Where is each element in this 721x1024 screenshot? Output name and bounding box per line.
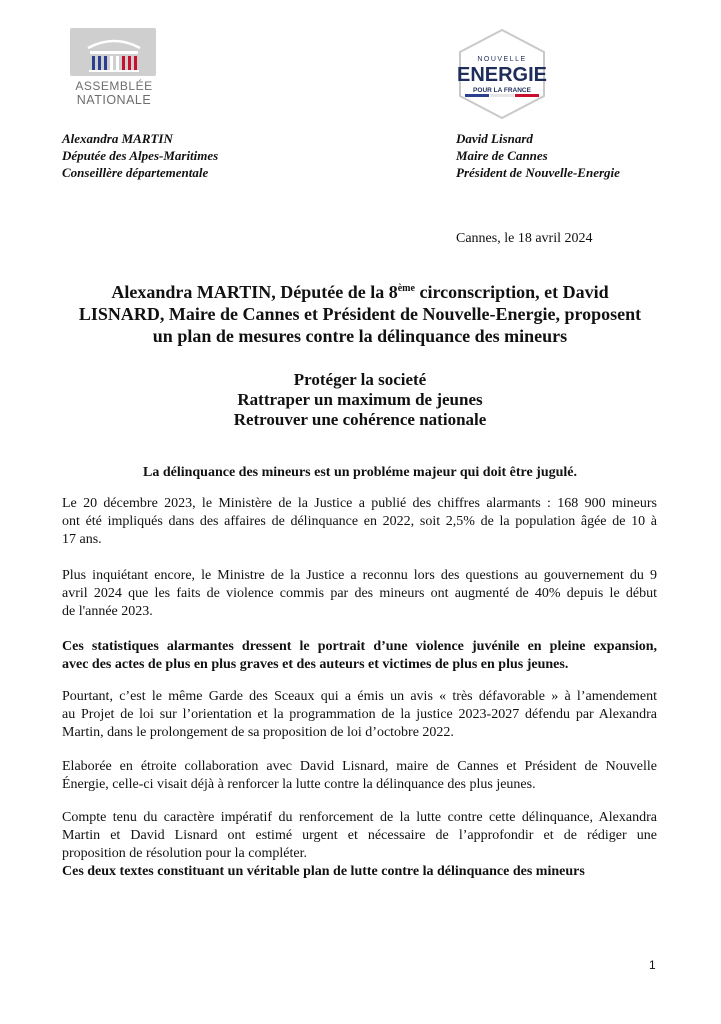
paragraph-garde-des-sceaux: Pourtant, c’est le même Garde des Sceaux qui a émis un avis « très défavorable » à l’amendement au Projet de loi sur l’orientation et la programmation de la justice 2023-2027 défendu par Alexandra Martin, dans le prolongement de sa proposition de loi d’octobre 2022. [62, 689, 657, 740]
hemicycle-icon [84, 32, 144, 74]
signatory-role: Conseillère départementale [62, 165, 209, 180]
logo-text-line1: ASSEMBLÉE [75, 79, 153, 93]
title-line-1: Alexandra MARTIN, Députée de la 8ème circonscription, et David [111, 282, 609, 302]
subtitle: Protéger la societé [293, 370, 427, 389]
signatory-right [456, 130, 620, 181]
paragraph-portrait: Ces statistiques alarmantes dressent le portrait d’une violence juvénile en pleine expansion, avec des actes de plus en plus graves et des auteurs et victimes de plus en plus jeunes. [62, 639, 657, 672]
title-superscript: ème [397, 283, 415, 294]
page-number: 1 [649, 958, 656, 972]
paragraph-conclusion: Ces deux textes constituant un véritable plan de lutte contre la délinquance des mineurs [62, 864, 585, 879]
signatory-role: Maire de Cannes [456, 148, 548, 163]
signatory-name: David Lisnard [456, 131, 533, 146]
subtitle: Rattraper un maximum de jeunes [237, 390, 483, 409]
title-line-2: LISNARD, Maire de Cannes et Président de Nouvelle-Energie, proposent [78, 304, 642, 324]
logo-top-text: NOUVELLE [477, 56, 527, 63]
logo-text-line2: NATIONALE [76, 93, 152, 107]
paragraph-statistics: Le 20 décembre 2023, le Ministère de la Justice a publié des chiffres alarmants : 168 900 mineurs ont été impliqués dans des affaires de délinquance en 2022, soit 2,5% de la population âgée de 10 à 17 ans. [62, 496, 657, 547]
signatory-role: Députée des Alpes-Maritimes [62, 148, 219, 163]
signatory-name: Alexandra MARTIN [62, 131, 173, 146]
logo-main-text: ENERGIE [456, 64, 548, 86]
subtitles-block [60, 370, 660, 430]
signatory-role: Président de Nouvelle-Energie [456, 165, 620, 180]
assemblee-nationale-logo [68, 28, 160, 112]
nouvelle-energie-logo [448, 28, 548, 120]
lead-statement: La délinquance des mineurs est un probléme majeur qui doit être jugulé. [142, 465, 578, 480]
paragraph-resolution: Compte tenu du caractère impératif du renforcement de la lutte contre cette délinquance, Alexandra Martin et David Lisnard ont estimé urgent et nécessaire de l’approfondir et de rédiger une proposition de résolution pour la compléter. [62, 810, 657, 861]
document-title [60, 281, 660, 347]
tricolor-bar [465, 94, 539, 97]
signatory-left [62, 130, 218, 181]
paragraph-minister: Plus inquiétant encore, le Ministre de la Justice a reconnu lors des questions au gouvernement du 9 avril 2024 que les faits de violence commis par des mineurs ont augmenté de 40% depuis le début de l'année 2023. [62, 568, 657, 619]
subtitle: Retrouver une cohérence nationale [233, 410, 487, 429]
document-date: Cannes, le 18 avril 2024 [456, 231, 593, 246]
logo-sub-text: POUR LA FRANCE [473, 87, 531, 94]
title-line-3: un plan de mesures contre la délinquance des mineurs [152, 326, 568, 346]
paragraph-collaboration: Elaborée en étroite collaboration avec David Lisnard, maire de Cannes et Président de Nouvelle Énergie, celle-ci visait déjà à renforcer la lutte contre la délinquance des plus jeunes. [62, 759, 657, 792]
